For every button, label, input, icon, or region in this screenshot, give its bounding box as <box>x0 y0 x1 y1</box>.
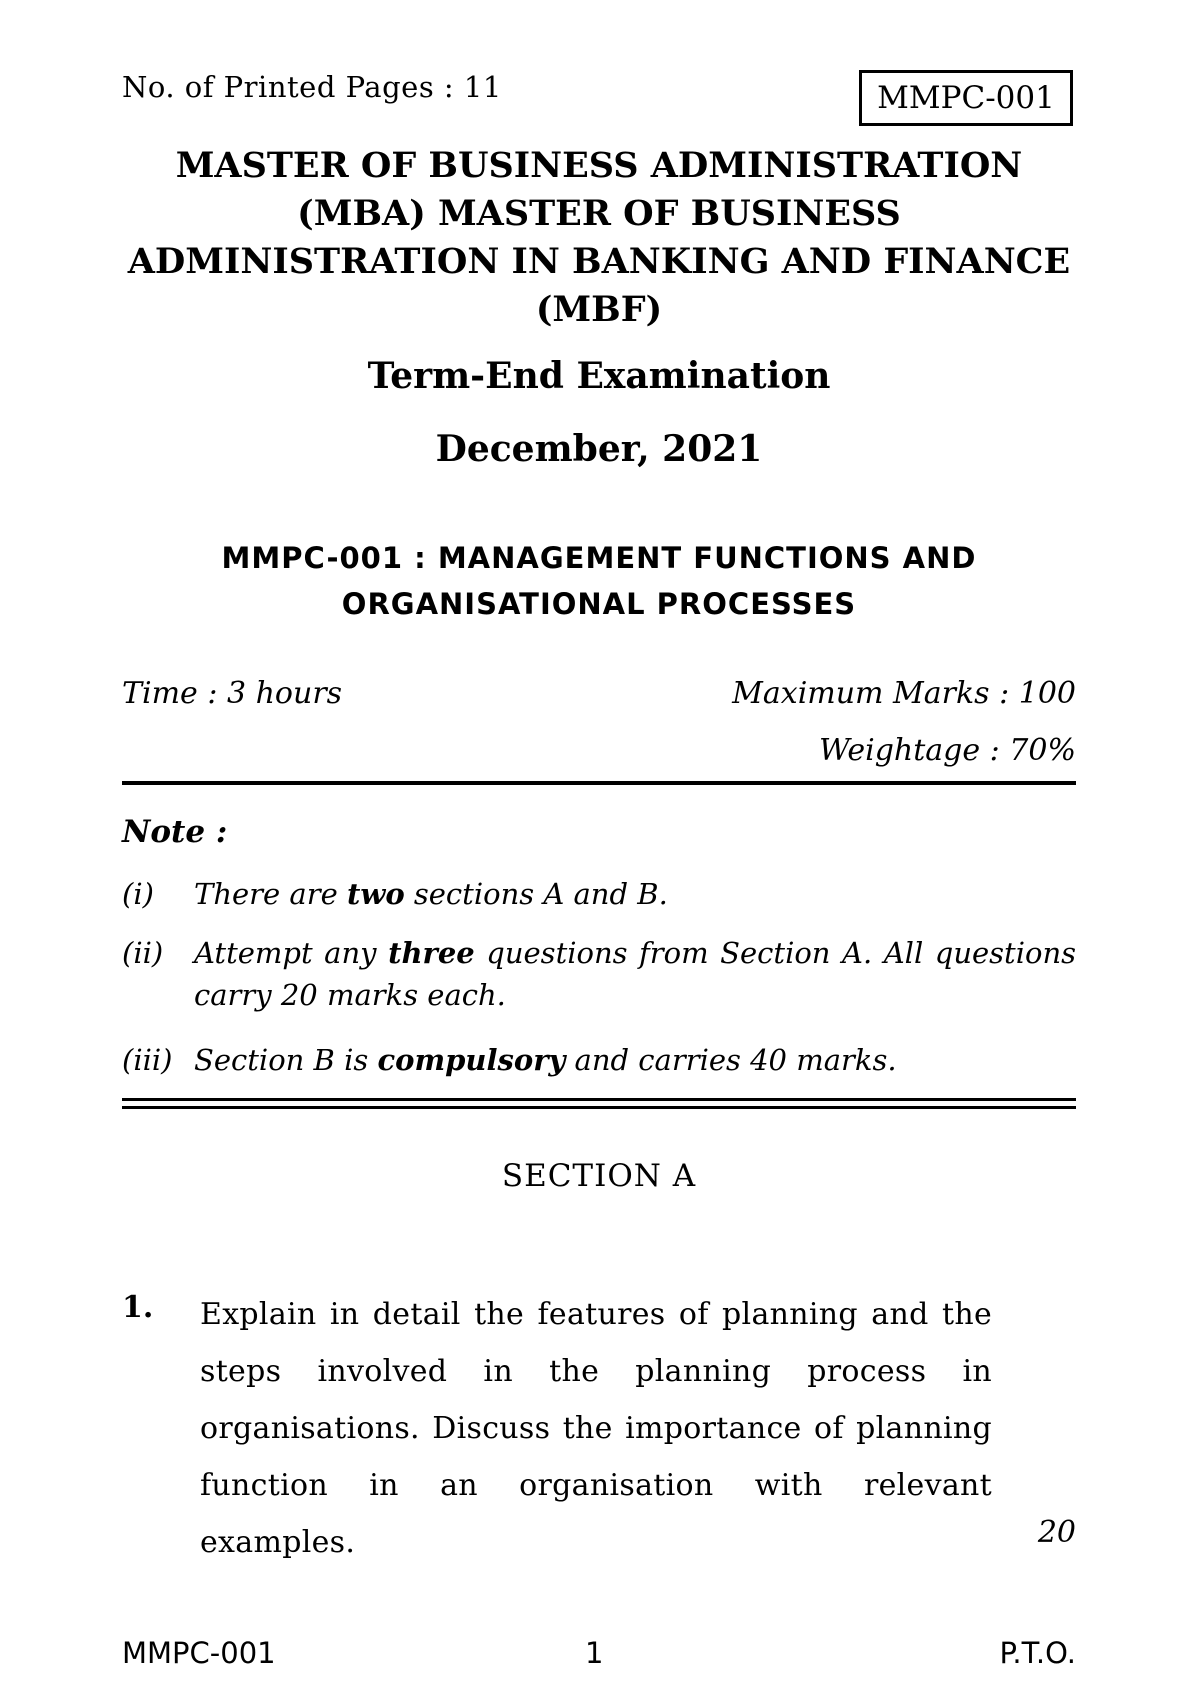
exam-time: Time : 3 hours <box>122 676 343 711</box>
double-rule-top <box>122 1098 1076 1101</box>
question-number: 1. <box>122 1290 154 1325</box>
footer-pto: P.T.O. <box>999 1636 1076 1670</box>
note-heading: Note : <box>122 814 228 850</box>
note-item-text: Section B is compulsory and carries 40 marks. <box>194 1043 897 1077</box>
section-heading: SECTION A <box>501 1158 697 1194</box>
note-item-number: (iii) <box>122 1043 173 1077</box>
maximum-marks: Maximum Marks : 100 <box>732 676 1076 711</box>
note-item-text: Attempt any three questions from Section A. All questions carry 20 marks each. <box>194 936 1077 1012</box>
note-item <box>122 932 1076 1022</box>
note-item <box>122 1039 1076 1084</box>
exam-date: December, 2021 <box>435 428 763 470</box>
exam-type: Term-End Examination <box>367 355 831 397</box>
paper-code-box: MMPC-001 <box>859 70 1073 126</box>
question-marks: 20 <box>1037 1515 1076 1550</box>
course-title: MMPC-001 : MANAGEMENT FUNCTIONS AND ORGANISATIONAL PROCESSES <box>221 541 977 621</box>
divider-rule <box>122 781 1076 785</box>
weightage: Weightage : 70% <box>818 733 1076 768</box>
note-item-number: (ii) <box>122 936 164 970</box>
double-rule-bottom <box>122 1106 1076 1109</box>
printed-pages-count: No. of Printed Pages : 11 <box>122 70 502 104</box>
note-item <box>122 873 1076 918</box>
programme-title: MASTER OF BUSINESS ADMINISTRATION (MBA) MASTER OF BUSINESS ADMINISTRATION IN BANKING AND FINANCE (MBF) <box>127 145 1071 330</box>
note-item-text: There are two sections A and B. <box>194 877 668 911</box>
footer-paper-code: MMPC-001 <box>122 1636 276 1670</box>
note-item-number: (i) <box>122 877 154 911</box>
question-text: Explain in detail the features of planning and the steps involved in the planning process in organisations. Discuss the importance of planning function in an organisation with relevant examples. <box>200 1297 992 1560</box>
footer-page-number: 1 <box>585 1636 604 1670</box>
